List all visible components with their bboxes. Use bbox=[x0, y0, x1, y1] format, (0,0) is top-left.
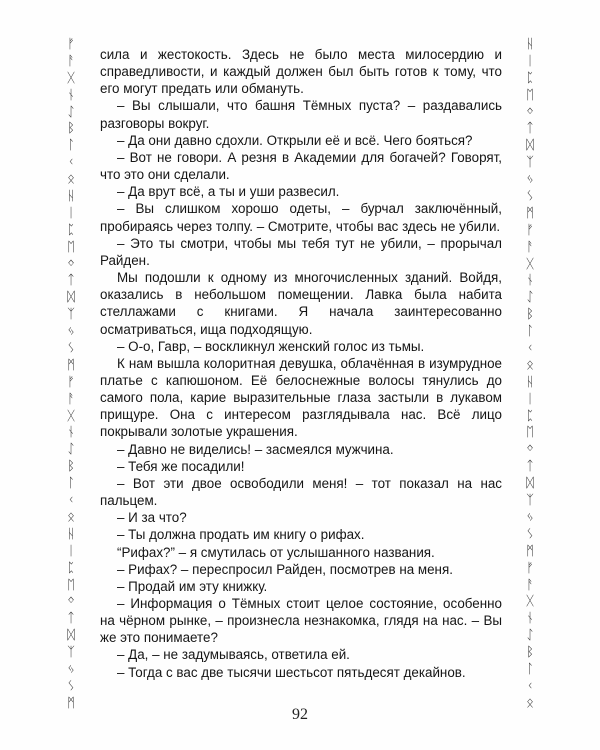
rune-icon: ᛁ bbox=[526, 53, 534, 69]
rune-icon: ᛊ bbox=[526, 189, 534, 205]
rune-icon: ᚠ bbox=[526, 560, 534, 576]
paragraph: – Вот не говори. А резня в Академии для богачей? Говорят, что это они сделали. bbox=[100, 149, 502, 183]
rune-icon: ᛚ bbox=[67, 138, 75, 154]
paragraph: – Ты должна продать им книгу о рифах. bbox=[117, 527, 365, 543]
paragraph: – И за что? bbox=[117, 510, 187, 526]
rune-icon: ᚨ bbox=[526, 239, 534, 255]
rune-icon: ᚲ bbox=[67, 493, 75, 509]
rune-icon: ᛗ bbox=[67, 357, 75, 373]
rune-icon: ᛟ bbox=[526, 357, 534, 373]
rune-icon: ᛃ bbox=[67, 324, 75, 340]
rune-icon: ᛇ bbox=[67, 442, 75, 458]
rune-icon: ᛈ bbox=[526, 70, 534, 86]
rune-icon: ᛃ bbox=[67, 661, 75, 677]
paragraph: – Да, – не задумываясь, ответила ей. bbox=[117, 647, 350, 663]
rune-icon: ᛇ bbox=[67, 104, 75, 120]
rune-icon: ᛏ bbox=[67, 611, 75, 627]
rune-icon: ᛊ bbox=[67, 678, 75, 694]
paragraph: – Вы слышали, что башня Тёмных пуста? – раздавались разговоры вокруг. bbox=[100, 98, 502, 131]
rune-icon: ᚨ bbox=[526, 577, 534, 593]
page-number: 92 bbox=[292, 706, 308, 723]
rune-icon: ᛉ bbox=[67, 307, 75, 323]
paragraph: сила и жестокость. Здесь не было места милосердию и справедливости, и каждый должен был быть готов к тому, что его могут предать или обмануть. bbox=[100, 47, 502, 97]
rune-icon: ᛏ bbox=[526, 121, 534, 137]
page-body-text bbox=[100, 46, 502, 681]
rune-icon: ᛖ bbox=[526, 87, 534, 103]
rune-icon: ᚷ bbox=[67, 70, 75, 86]
rune-icon: ᚺ bbox=[67, 526, 75, 542]
rune-icon: ᛚ bbox=[526, 661, 534, 677]
rune-icon: ᚺ bbox=[526, 374, 534, 390]
paragraph: Мы подошли к одному из многочисленных зданий. Войдя, оказались в небольшом помещении. Лавка была набита стеллажами с книгами. Я начала заинтересованно осматриваться, ища подходящую. bbox=[100, 270, 502, 337]
paragraph: – Рифах? – переспросил Райден, посмотрев на меня. bbox=[117, 561, 453, 577]
rune-icon: ᛞ bbox=[526, 476, 534, 492]
rune-icon: ᚲ bbox=[526, 678, 534, 694]
rune-icon: ᛊ bbox=[526, 526, 534, 542]
rune-icon: ᛟ bbox=[526, 695, 534, 711]
rune-icon: ᛚ bbox=[526, 324, 534, 340]
rune-icon: ᛞ bbox=[67, 290, 75, 306]
rune-icon: ᛖ bbox=[526, 425, 534, 441]
paragraph: – Вы слишком хорошо одеты, – бурчал заключённый, пробираясь через толпу. – Смотрите, чтобы вас здесь не убили. bbox=[100, 201, 502, 234]
rune-icon: ᚾ bbox=[526, 273, 534, 289]
rune-icon: ᚲ bbox=[67, 155, 75, 171]
rune-icon: ᚾ bbox=[526, 611, 534, 627]
paragraph: – Вот эти двое освободили меня! – тот показал на нас пальцем. bbox=[100, 475, 502, 509]
rune-icon: ᛈ bbox=[526, 408, 534, 424]
rune-icon: ᛉ bbox=[526, 155, 534, 171]
rune-icon: ᛟ bbox=[67, 172, 75, 188]
rune-icon: ᛗ bbox=[526, 543, 534, 559]
rune-icon: ᚲ bbox=[526, 341, 534, 357]
rune-icon: ᚷ bbox=[67, 408, 75, 424]
rune-icon: ᛟ bbox=[67, 509, 75, 525]
rune-icon: ᛈ bbox=[67, 560, 75, 576]
rune-icon: ᚺ bbox=[526, 37, 534, 52]
rune-icon: ᛁ bbox=[67, 543, 75, 559]
rune-icon: ᛈ bbox=[67, 222, 75, 238]
paragraph: – Тебя же посадили! bbox=[117, 458, 245, 474]
paragraph: – Да врут всё, а ты и уши развесил. bbox=[117, 184, 340, 200]
rune-icon: ᚨ bbox=[67, 53, 75, 69]
rune-icon: ᛏ bbox=[526, 459, 534, 475]
rune-icon: ᚷ bbox=[526, 256, 534, 272]
rune-icon: ᛁ bbox=[67, 205, 75, 221]
paragraph: – Это ты смотри, чтобы мы тебя тут не убили, – прорычал Райден. bbox=[100, 235, 502, 268]
rune-icon: ᚠ bbox=[67, 37, 75, 52]
paragraph: – Да они давно сдохли. Открыли её и всё. Чего бояться? bbox=[117, 132, 473, 148]
rune-icon: ᛁ bbox=[526, 391, 534, 407]
rune-icon: ᛒ bbox=[526, 307, 534, 323]
rune-icon: ᚨ bbox=[67, 391, 75, 407]
rune-icon: ᛇ bbox=[526, 290, 534, 306]
rune-icon: ᚾ bbox=[67, 425, 75, 441]
paragraph: – О-о, Гавр, – воскликнул женский голос из тьмы. bbox=[117, 338, 425, 354]
paragraph: – Информация о Тёмных стоит целое состояние, особенно на чёрном рынке, – произнесла незнакомка, глядя на нас. – Вы же это понимаете? bbox=[100, 596, 502, 646]
rune-icon: ᛖ bbox=[67, 577, 75, 593]
paragraph: – Тогда с вас две тысячи шестьсот пятьдесят декайнов. bbox=[117, 664, 466, 680]
right-rune-border-icon bbox=[517, 38, 543, 710]
rune-icon: ᛖ bbox=[67, 239, 75, 255]
rune-icon: ᛜ bbox=[67, 256, 75, 272]
rune-icon: ᛇ bbox=[526, 628, 534, 644]
rune-icon: ᛗ bbox=[67, 695, 75, 711]
rune-icon: ᛒ bbox=[67, 121, 75, 137]
rune-icon: ᛉ bbox=[526, 493, 534, 509]
left-rune-border-icon bbox=[58, 38, 84, 710]
rune-icon: ᚺ bbox=[67, 189, 75, 205]
rune-icon: ᛞ bbox=[526, 138, 534, 154]
rune-icon: ᛜ bbox=[526, 104, 534, 120]
rune-icon: ᛗ bbox=[526, 205, 534, 221]
rune-icon: ᛞ bbox=[67, 628, 75, 644]
rune-icon: ᛚ bbox=[67, 476, 75, 492]
paragraph: “Рифах?” – я смутилась от услышанного названия. bbox=[117, 544, 435, 560]
rune-icon: ᚠ bbox=[526, 222, 534, 238]
rune-icon: ᛃ bbox=[526, 509, 534, 525]
rune-icon: ᛃ bbox=[526, 172, 534, 188]
rune-icon: ᚷ bbox=[526, 594, 534, 610]
paragraph: К нам вышла колоритная девушка, облачённая в изумрудное платье с капюшоном. Её белоснежные волосы тянулись до самого пола, карие выразительные глаза застыли в лукавом прищуре. Она с интересом разглядывала нас. Всё лицо покрывали золотые украшения. bbox=[100, 355, 502, 440]
rune-icon: ᛒ bbox=[67, 459, 75, 475]
rune-icon: ᛜ bbox=[67, 594, 75, 610]
paragraph: – Продай им эту книжку. bbox=[117, 578, 268, 594]
rune-icon: ᛒ bbox=[526, 645, 534, 661]
rune-icon: ᛉ bbox=[67, 645, 75, 661]
paragraph: – Давно не виделись! – засмеялся мужчина. bbox=[117, 441, 394, 457]
rune-icon: ᛜ bbox=[526, 442, 534, 458]
rune-icon: ᚠ bbox=[67, 374, 75, 390]
rune-icon: ᛊ bbox=[67, 341, 75, 357]
rune-icon: ᛏ bbox=[67, 273, 75, 289]
rune-icon: ᚾ bbox=[67, 87, 75, 103]
